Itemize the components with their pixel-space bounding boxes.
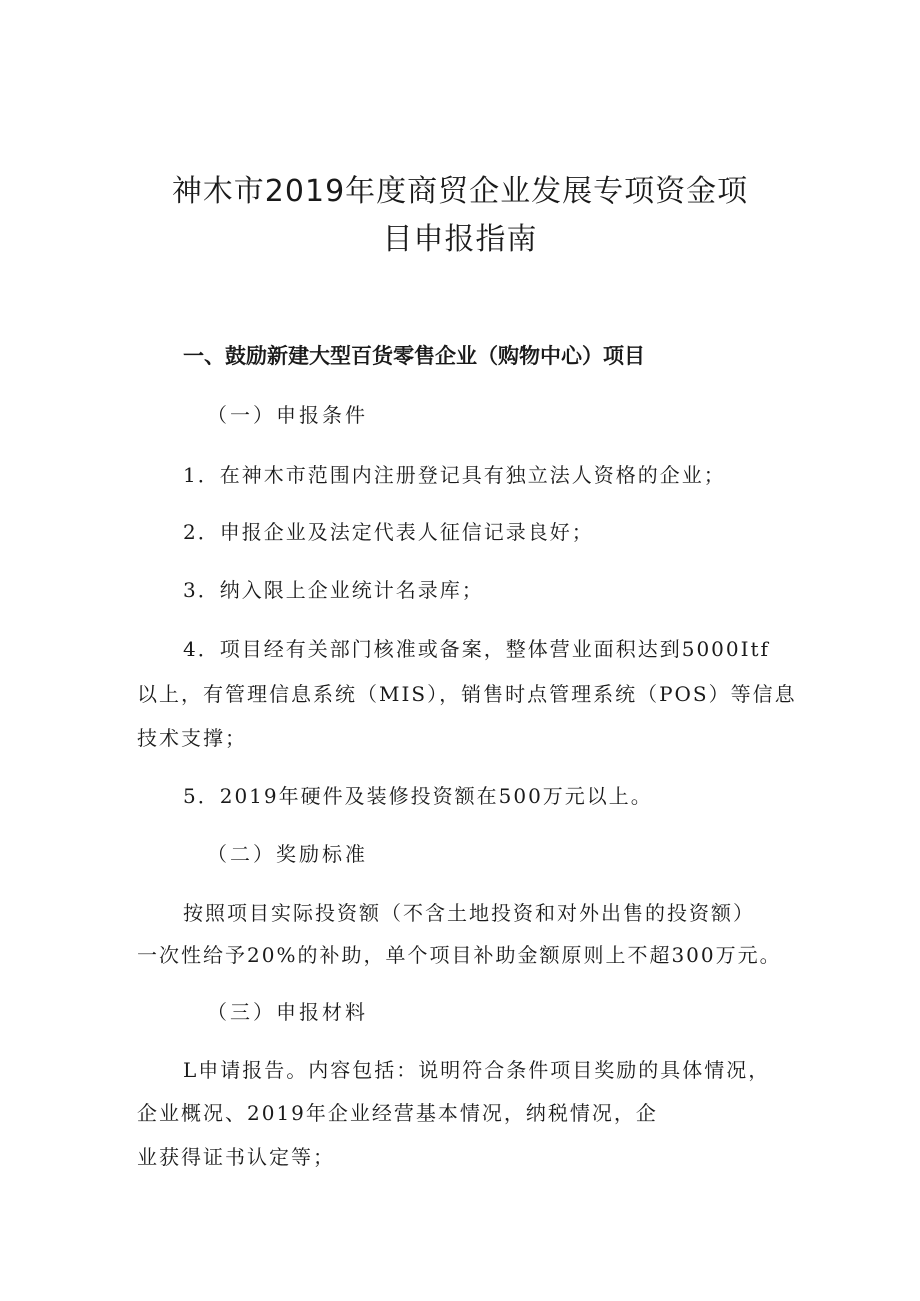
materials-item-1-line-3: 业获得证书认定等； [137,1145,335,1169]
materials-item-1-line-1: L申请报告。内容包括：说明符合条件项目奖励的具体情况， [183,1058,771,1082]
reward-text-line-1: 按照项目实际投资额（不含土地投资和对外出售的投资额） [183,901,755,925]
condition-item-2: 2．申报企业及法定代表人征信记录良好； [183,520,594,544]
reward-text-line-2: 一次性给予20%的补助，单个项目补助金额原则上不超300万元。 [137,943,782,967]
condition-item-1: 1．在神木市范围内注册登记具有独立法人资格的企业； [183,463,726,487]
section-heading: 一、鼓励新建大型百货零售企业（购物中心）项目 [183,344,645,368]
subsection-label-reward: （二）奖励标准 [207,842,368,866]
condition-item-5: 5．2019年硬件及装修投资额在500万元以上。 [183,784,653,808]
document-title-line-2: 目申报指南 [382,222,538,257]
subsection-label-conditions: （一）申报条件 [207,403,368,427]
subsection-label-materials: （三）申报材料 [207,1000,368,1024]
condition-item-4-line-2: 以上，有管理信息系统（MIS），销售时点管理系统（POS）等信息 [137,682,797,706]
materials-item-1-line-2: 企业概况、2019年企业经营基本情况，纳税情况，企 [137,1101,658,1125]
condition-item-4-line-3: 技术支撑； [137,726,247,750]
condition-item-3: 3．纳入限上企业统计名录库； [183,578,484,602]
document-title-line-1: 神木市2019年度商贸企业发展专项资金项 [171,174,749,209]
condition-item-4-line-1: 4．项目经有关部门核准或备案，整体营业面积达到5000Itf [183,637,770,661]
